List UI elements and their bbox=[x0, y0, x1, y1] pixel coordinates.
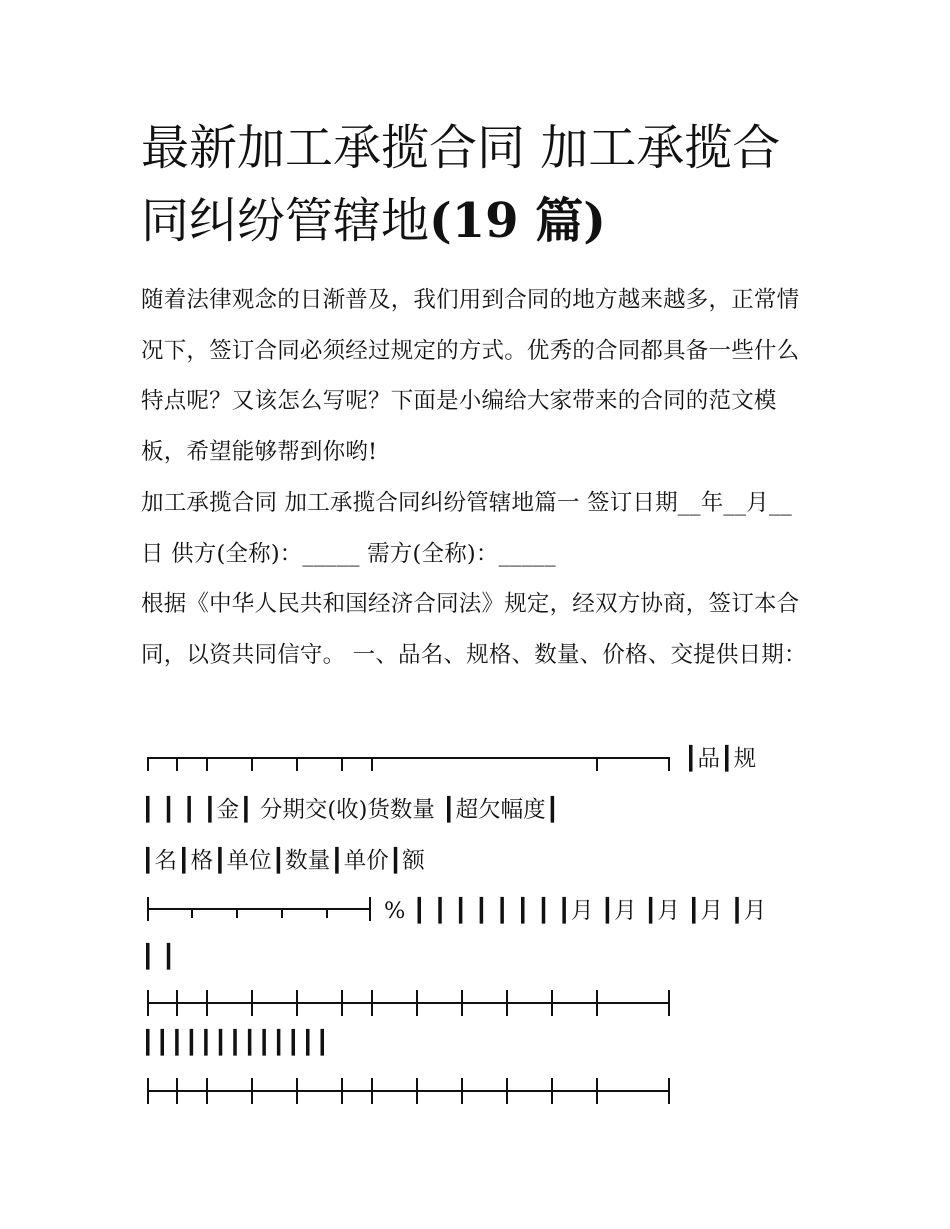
contract-basis-paragraph: 根据《中华人民共和国经济合同法》规定，经双方协商，签订本合同，以资共同信守。 一、品名、规格、数量、价格、交提供日期： bbox=[141, 591, 807, 668]
table-row-6-text: ┃┃┃┃┃┃┃┃┃┃┃┃┃ bbox=[141, 1030, 331, 1056]
table-row-5-text: ┃ ┃ bbox=[141, 944, 176, 970]
contract-header-paragraph: 加工承揽合同 加工承揽合同纠纷管辖地篇一 签订日期__年__月__日 供方(全称)：_____ 需方(全称)：_____ bbox=[141, 490, 792, 567]
table-row-2-text: ┃ ┃ ┃ ┃金┃ 分期交(收)货数量 ┃超欠幅度┃ bbox=[141, 797, 560, 823]
title-suffix: (19 篇) bbox=[429, 193, 606, 249]
intro-paragraph: 随着法律观念的日渐普及，我们用到合同的地方越来越多，正常情况下，签订合同必须经过规定的方式。优秀的合同都具备一些什么特点呢？又该怎么写呢？下面是小编给大家带来的合同的范文模板，希望能够帮到你哟! bbox=[141, 287, 800, 465]
document-title bbox=[141, 112, 821, 258]
title-main: 最新加工承揽合同 加工承揽合同纠纷管辖地 bbox=[141, 120, 781, 249]
table-row-4-text: % ┃ ┃ ┃ ┃ ┃ ┃ ┃ ┃月 ┃月 ┃月 ┃月 ┃月 bbox=[384, 898, 767, 924]
table-row-3-text: ┃名┃格┃单位┃数量┃单价┃额 bbox=[141, 848, 425, 874]
table-row-1-text: ┃品┃规 bbox=[684, 746, 757, 772]
